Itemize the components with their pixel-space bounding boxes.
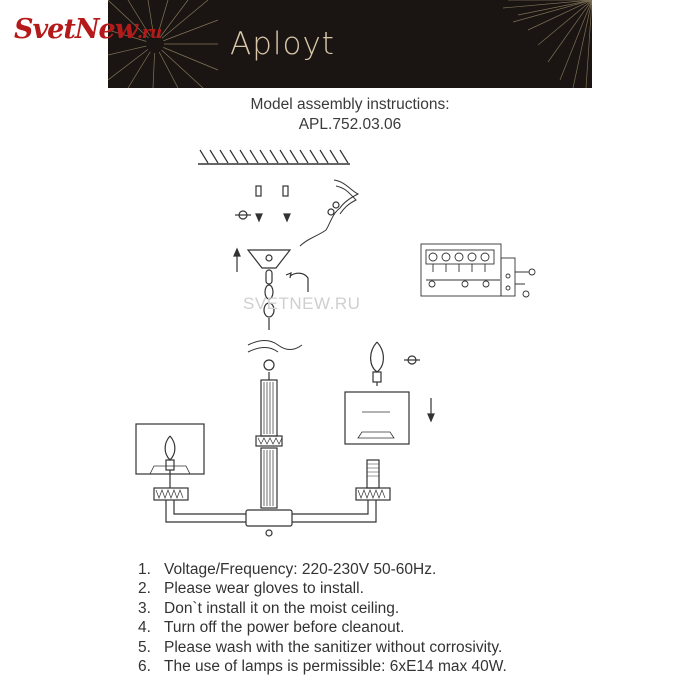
item-text: Voltage/Frequency: 220-230V 50-60Hz. (164, 561, 437, 578)
list-item (138, 560, 507, 579)
rotate-icon (235, 211, 251, 219)
up-arrow-icon (234, 249, 240, 272)
item-text: Don`t install it on the moist ceiling. (164, 599, 400, 617)
item-number: 6. (138, 657, 151, 675)
list-item (138, 638, 507, 657)
lampshade-icon (345, 392, 409, 444)
bulb-icon (371, 342, 384, 386)
item-text: Please wash with the sanitizer without corrosivity. (164, 638, 503, 656)
terminal-block-icon (421, 244, 535, 297)
down-arrow-icon (428, 398, 434, 421)
list-item (138, 618, 507, 637)
item-number: 5. (138, 638, 151, 656)
item-text: The use of lamps is permissible: 6xE14 max 40W. (164, 657, 507, 675)
list-item (138, 599, 507, 618)
safety-notes (138, 560, 507, 676)
item-number: 1. (138, 561, 151, 578)
item-number: 3. (138, 599, 151, 617)
item-text: Turn off the power before cleanout. (164, 619, 405, 637)
site-watermark: SVETNEW.RU (243, 294, 361, 313)
ceiling-hatch-icon (198, 150, 350, 164)
screw-icon (256, 186, 290, 221)
rotate-icon (404, 356, 420, 364)
list-item (138, 657, 507, 676)
item-number: 4. (138, 619, 151, 637)
brand-name: Aployt (230, 26, 335, 62)
item-number: 2. (138, 580, 151, 598)
document-title: Model assembly instructions: (250, 96, 450, 113)
item-text: Please wear gloves to install. (164, 580, 364, 598)
logo-suffix-text: .ru (136, 23, 162, 43)
hook-icon (286, 273, 308, 292)
list-item (138, 579, 507, 598)
model-number: APL.752.03.06 (298, 116, 402, 133)
logo-main-text: SvetNew (14, 14, 137, 45)
